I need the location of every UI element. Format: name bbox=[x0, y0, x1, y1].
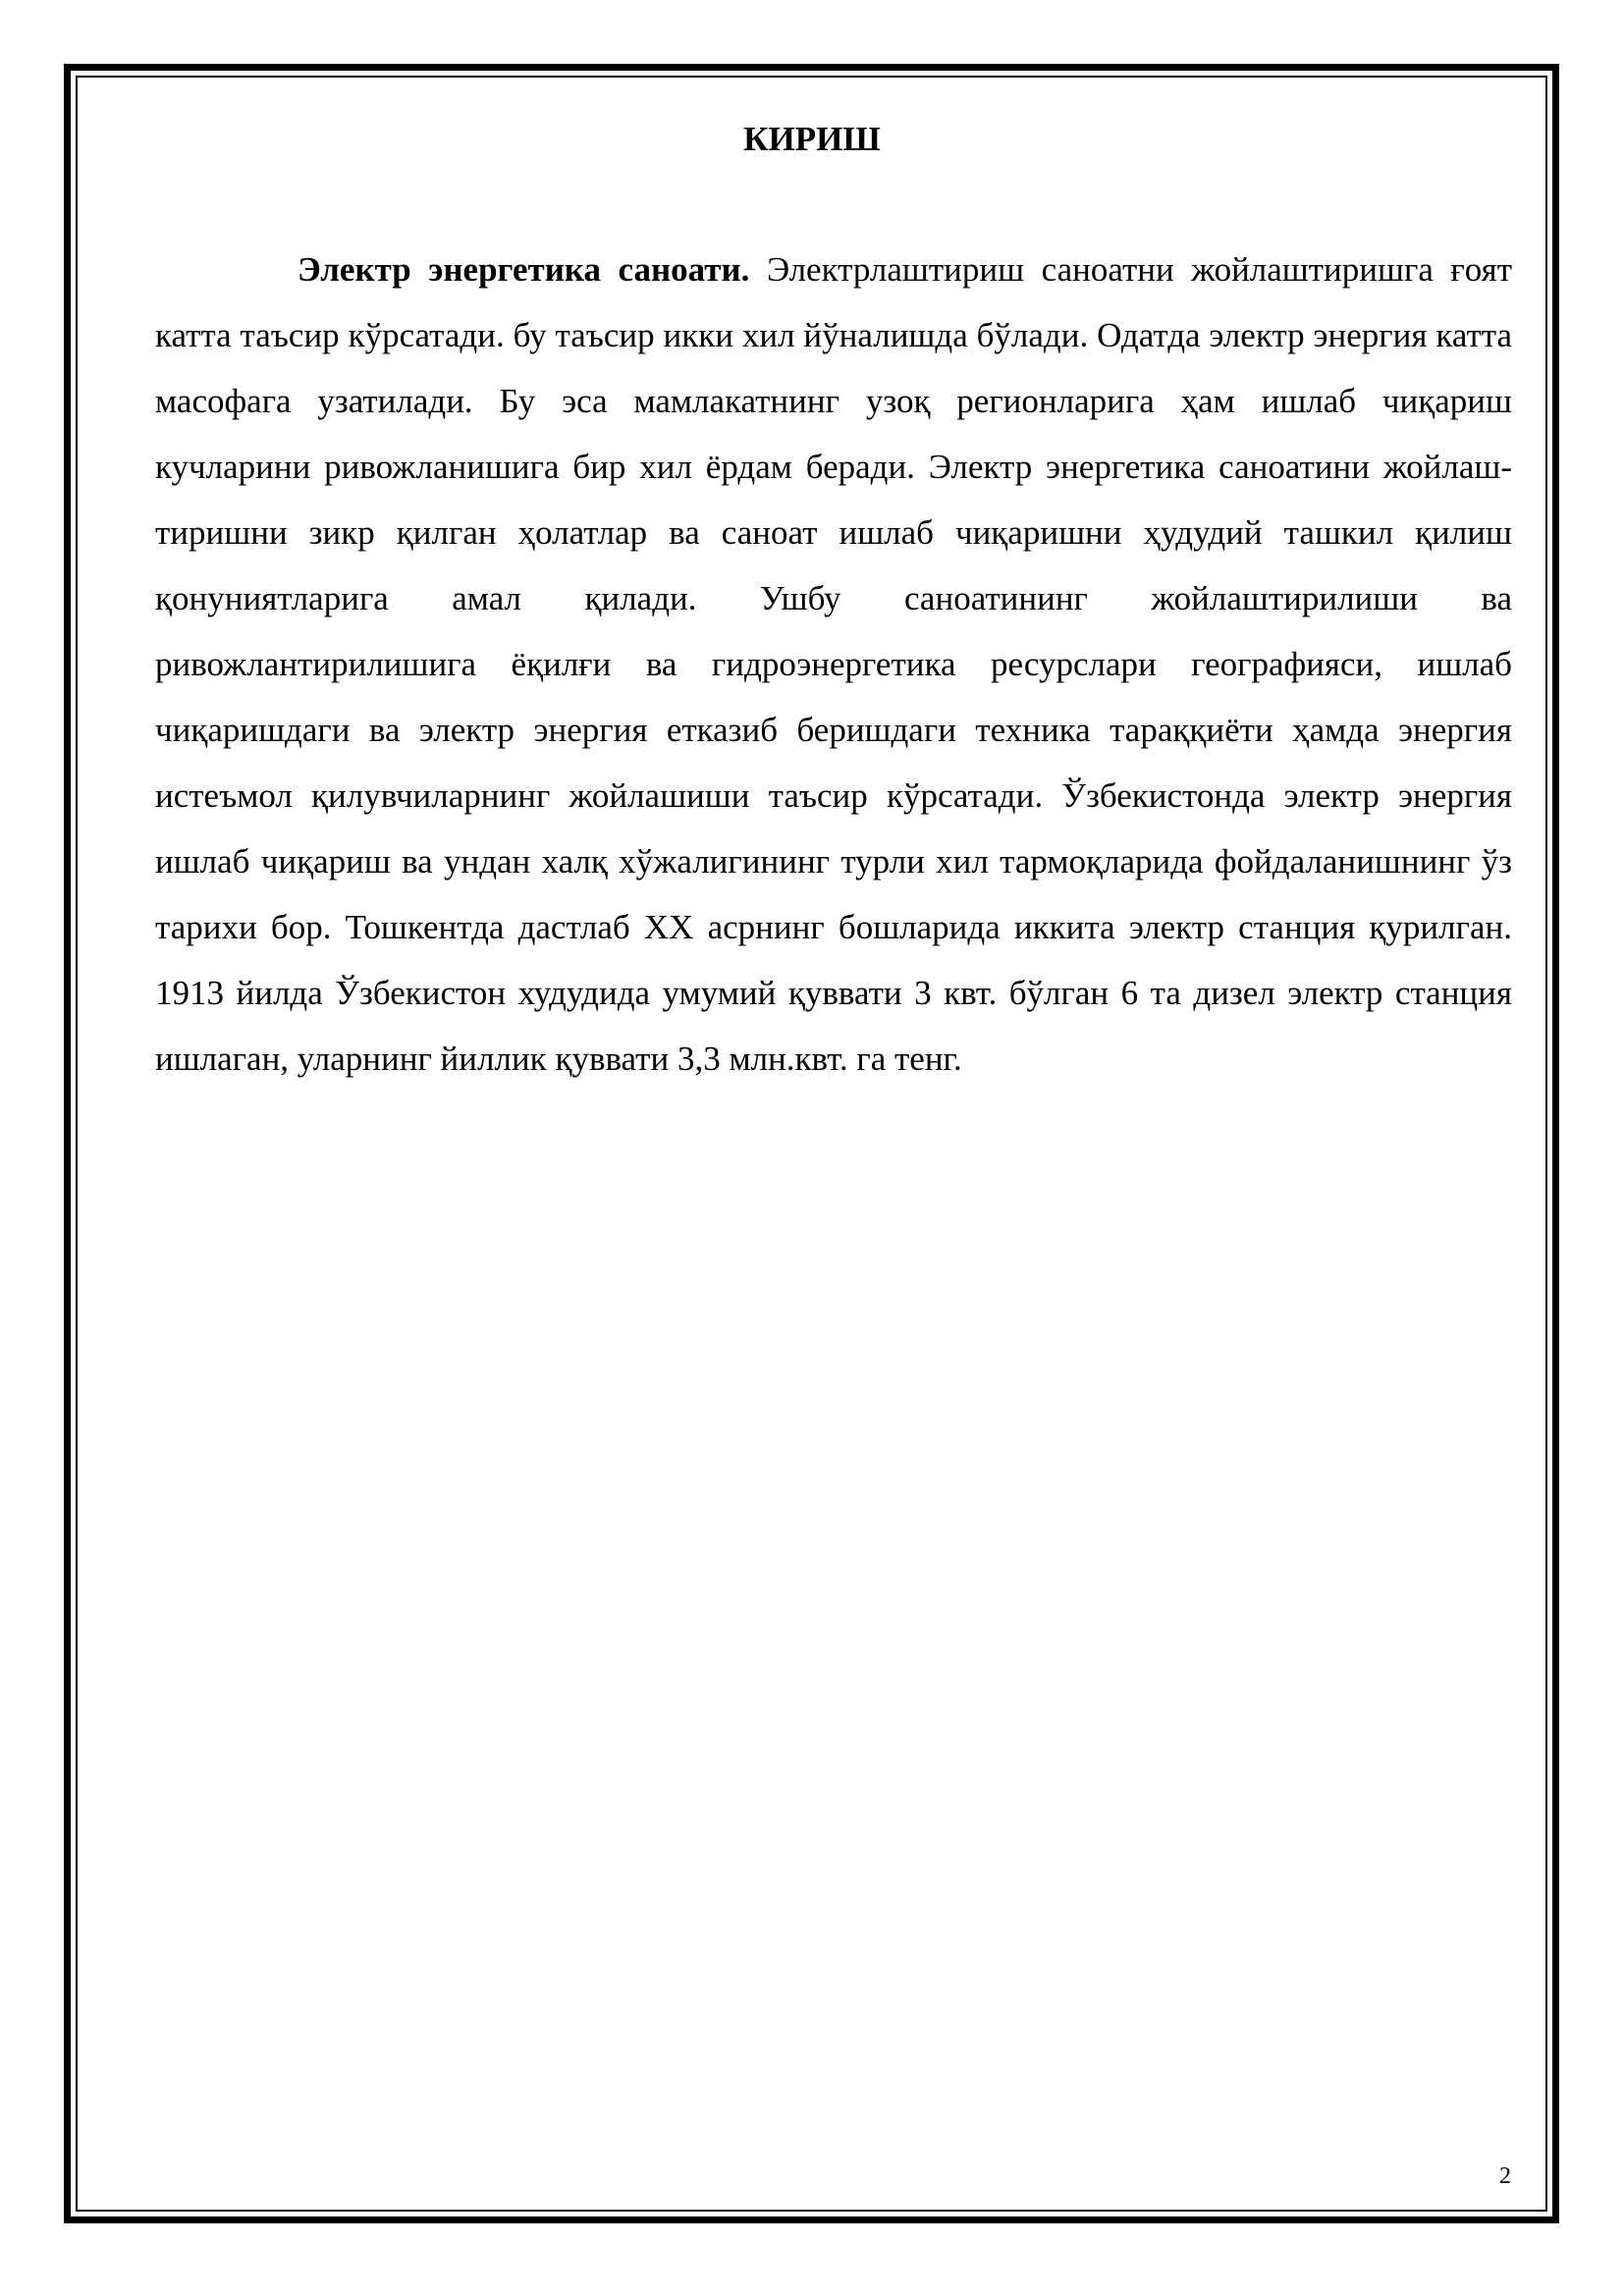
page-title: КИРИШ bbox=[743, 120, 881, 158]
paragraph-lead-heading: Электр энергетика саноати. bbox=[298, 250, 750, 289]
body-paragraph bbox=[155, 237, 1512, 1092]
paragraph-text: Электрлаштириш саноатни жойлаштиришга ғоят катта таъсир кўрсатади. бу таъсир икки хил йўналишда бўлади. Одатда электр энергия катта масофага узатилади. Бу эса мамлакатнинг узоқ регионларига ҳам ишлаб чиқариш кучларини ривожланишига бир хил ёрдам беради. Электр энергетика саноатини жойлаш-тиришни зикр қилган ҳолатлар ва саноат ишлаб чиқаришни ҳудудий ташкил қилиш қонуниятларига амал қилади. Ушбу саноатининг жойлаштирилиши ва ривожлантирилишига ёқилғи ва гидроэнергетика ресурслари географияси, ишлаб чиқаришдаги ва электр энергия етказиб беришдаги техника тараққиёти ҳамда энергия истеъмол қилувчиларнинг жойлашиши таъсир кўрсатади. Ўзбекистонда электр энергия ишлаб чиқариш ва ундан халқ хўжалигининг турли хил тармоқларида фойдаланишнинг ўз тарихи бор. Тошкентда дастлаб XX асрнинг бошларида иккита электр станция қурилган. 1913 йилда Ўзбекистон худудида умумий қуввати 3 квт. бўлган 6 та дизел электр станция ишлаган, уларнинг йиллик қуввати 3,3 млн.квт. га тенг. bbox=[155, 250, 1512, 1078]
page-number: 2 bbox=[1499, 2163, 1511, 2189]
